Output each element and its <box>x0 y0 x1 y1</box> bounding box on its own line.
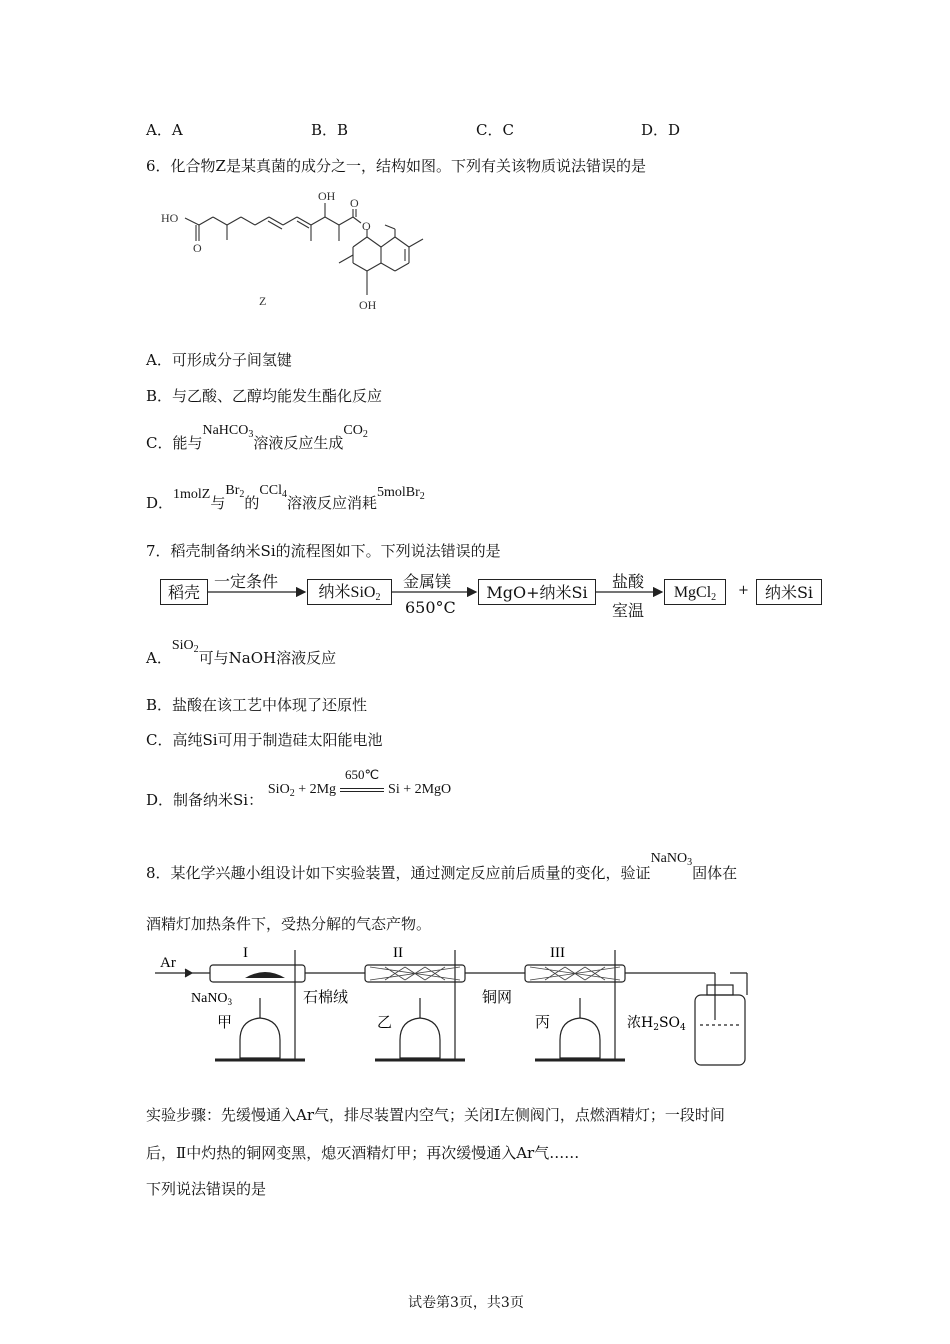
app-label-acid: 浓$H_2SO_4$ <box>627 1015 686 1033</box>
app-label-nano3: NaNO$_3$ <box>191 991 233 1007</box>
q7-option-b: B．盐酸在该工艺中体现了还原性 <box>146 696 368 714</box>
app-label-asbestos: 石棉绒 <box>303 988 349 1006</box>
q6-option-b: B．与乙酸、乙醇均能发生酯化反应 <box>146 387 383 405</box>
mol-label-z: Z <box>259 294 267 308</box>
mol-label-o-ester1: O <box>350 196 359 210</box>
flow-arrow2-top: 金属镁 <box>403 572 452 591</box>
flow-arrow3-top: 盐酸 <box>612 572 645 591</box>
flow-arrows <box>0 0 950 640</box>
app-label-lamp1: 甲 <box>217 1013 233 1031</box>
flow-box-nano-si: 纳米Si <box>756 579 822 605</box>
q8-stem-line1: 8．某化学兴趣小组设计如下实验装置，通过测定反应前后质量的变化，验证NaNO$_3$固体在 <box>146 851 738 882</box>
q6c-prefix: C．能与 <box>146 434 203 452</box>
q7-option-d: D．制备纳米Si： SiO$_2$ + 2Mg 650℃ Si + 2MgO <box>146 767 452 809</box>
mol-label-oh-bottom: OH <box>359 298 377 312</box>
flow-plus: + <box>738 583 749 598</box>
q7-option-c: C．高纯Si可用于制造硅太阳能电池 <box>146 731 383 749</box>
flow-arrow2-bottom: 650°C <box>405 598 456 617</box>
app-label-tube1: I <box>243 945 248 961</box>
q7d-condition: 650℃ <box>344 767 380 782</box>
q8-question: 下列说法错误的是 <box>146 1180 267 1198</box>
flow-box-rice-husk: 稻壳 <box>160 579 208 605</box>
flow-box-mgcl2: MgCl$_2$ <box>664 579 726 605</box>
q6-stem: 6．化合物Z是某真菌的成分之一，结构如图。下列有关该物质说法错误的是 <box>146 157 646 175</box>
app-label-tube3: III <box>550 945 565 961</box>
q5-option-b: B．B <box>311 121 349 139</box>
app-label-ar: Ar <box>160 955 176 971</box>
q6d-5molbr2: 5molBr$_2$ <box>377 485 425 502</box>
q6-option-a: A．可形成分子间氢键 <box>146 351 292 369</box>
q6c-mid: 溶液反应生成 <box>253 434 344 452</box>
q6c-formula-nahco3: NaHCO$_3$ <box>202 423 254 440</box>
app-label-mesh: 铜网 <box>482 988 513 1006</box>
q8-apparatus <box>155 940 755 1075</box>
mol-label-oh-top: OH <box>318 189 336 203</box>
mol-label-o1: O <box>193 241 202 255</box>
q5-option-c: C．C <box>476 121 514 139</box>
q8-stem-line2: 酒精灯加热条件下，受热分解的气态产物。 <box>146 915 432 933</box>
mol-label-o-ester2: O <box>362 219 371 233</box>
q6d-br2: $Br_2$ <box>225 483 245 500</box>
app-label-lamp3: 丙 <box>535 1013 551 1031</box>
q6-option-d: D．1molZ与$Br_2$的CCl$_4$溶液反应消耗5molBr$_2$ <box>146 483 425 512</box>
page-footer: 试卷第3页，共3页 <box>408 1295 524 1311</box>
q5-option-d: D．D <box>641 121 681 139</box>
q6c-formula-co2: $CO_2$ <box>343 423 368 440</box>
mol-label-ho: HO <box>161 211 179 225</box>
q7d-equation: SiO$_2$ + 2Mg 650℃ Si + 2MgO <box>267 767 452 799</box>
q7-stem: 7．稻壳制备纳米Si的流程图如下。下列说法错误的是 <box>146 542 501 560</box>
q6d-ccl4: CCl$_4$ <box>259 483 287 500</box>
flow-arrow1-label: 一定条件 <box>214 572 279 591</box>
q6d-1molz: 1molZ <box>173 487 211 502</box>
app-label-tube2: II <box>393 945 403 961</box>
flow-box-mgo-si: MgO+纳米Si <box>478 579 596 605</box>
q5-option-a: A．A <box>146 121 183 139</box>
q8-steps-line2: 后，Ⅱ中灼热的铜网变黑，熄灭酒精灯甲；再次缓慢通入Ar气…… <box>146 1144 580 1162</box>
flow-arrow3-bottom: 室温 <box>612 601 645 620</box>
q7-option-a: A．SiO$_2$可与NaOH溶液反应 <box>146 638 337 667</box>
flow-box-nano-sio2: 纳米SiO$_2$ <box>307 579 392 605</box>
q8-steps-line1: 实验步骤：先缓慢通入Ar气，排尽装置内空气；关闭Ⅰ左侧阀门，点燃酒精灯；一段时间 <box>146 1106 725 1124</box>
app-label-lamp2: 乙 <box>377 1013 393 1031</box>
